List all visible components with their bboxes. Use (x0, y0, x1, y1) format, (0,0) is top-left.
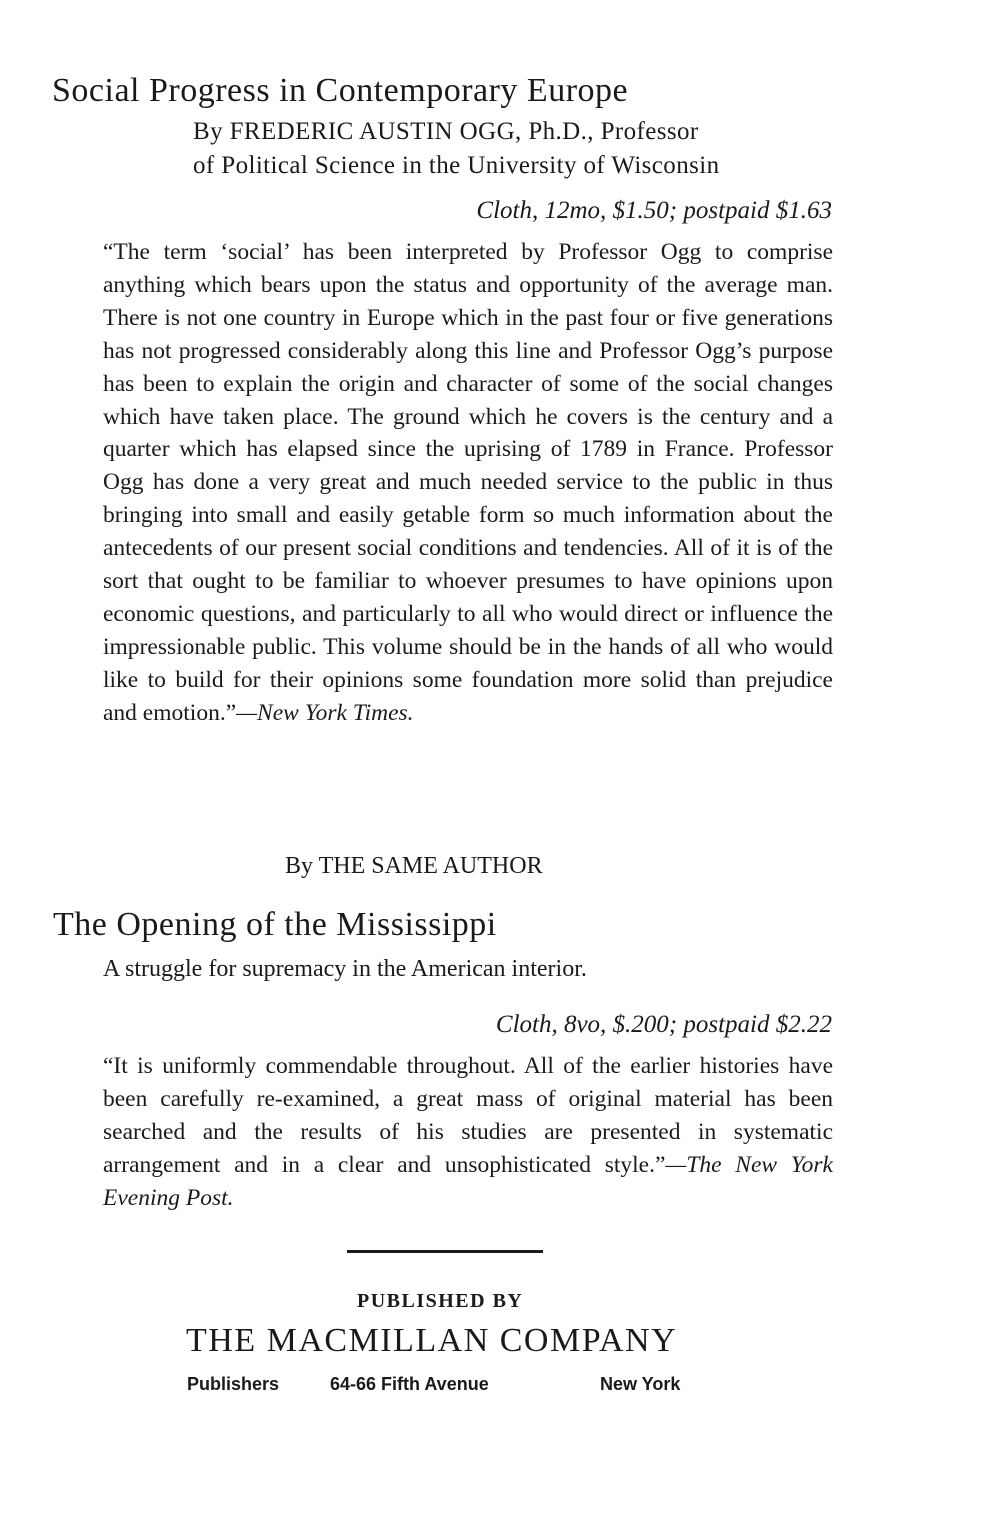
book2-title: The Opening of the Mississippi (53, 906, 497, 943)
publisher-city: New York (600, 1374, 681, 1394)
book2-review-text: “It is uniformly commendable throughout. All of the earlier histories have been carefully re-examined, a great mass of original material has been searched and the results of his studies are presented in systematic arrangement and in a clear and unsophisticated style.” (103, 1053, 833, 1178)
book2-price: Cloth, 8vo, $.200; postpaid $2.22 (495, 1011, 832, 1038)
book2-review (103, 1050, 833, 1215)
book1-author-line-1: By FREDERIC AUSTIN OGG, Ph.D., Professor (193, 118, 699, 145)
publisher-name: THE MACMILLAN COMPANY (186, 1322, 678, 1359)
book1-author-line-2: of Political Science in the University of Wisconsin (193, 152, 720, 179)
book1-price: Cloth, 12mo, $1.50; postpaid $1.63 (476, 197, 832, 224)
divider-rule (347, 1250, 543, 1253)
book1-review-text: “The term ‘social’ has been interpreted by Professor Ogg to comprise anything which bears upon the status and opportunity of the average man. There is not one country in Europe which in the past four or five generations has not progressed considerably along this line and Professor Ogg’s purpose has been to explain the origin and character of some of the social changes which have taken place. The ground which he covers is the century and a quarter which has elapsed since the uprising of 1789 in France. Professor Ogg has done a very great and much needed service to the public in thus bringing into small and easily getable form so much information about the antecedents of our present social conditions and tendencies. All of it is of the sort that ought to be familiar to whoever presumes to have opinions upon economic questions, and particularly to all who would direct or influence the impressionable public. This volume should be in the hands of all who would like to build for their opinions some foundation more solid than prejudice and emotion.” (103, 239, 833, 726)
book1-review-source: —New York Times. (236, 699, 414, 726)
same-author-heading: By THE SAME AUTHOR (285, 853, 543, 879)
book1-review (103, 236, 833, 730)
publisher-label: Publishers (187, 1374, 280, 1394)
publisher-address: 64-66 Fifth Avenue (330, 1374, 489, 1394)
book2-review-source: —The New York Evening Post. (103, 1151, 833, 1211)
book1-title: Social Progress in Contemporary Europe (52, 72, 629, 109)
published-by-label: PUBLISHED BY (357, 1290, 524, 1312)
book2-subtitle: A struggle for supremacy in the American interior. (103, 956, 587, 982)
